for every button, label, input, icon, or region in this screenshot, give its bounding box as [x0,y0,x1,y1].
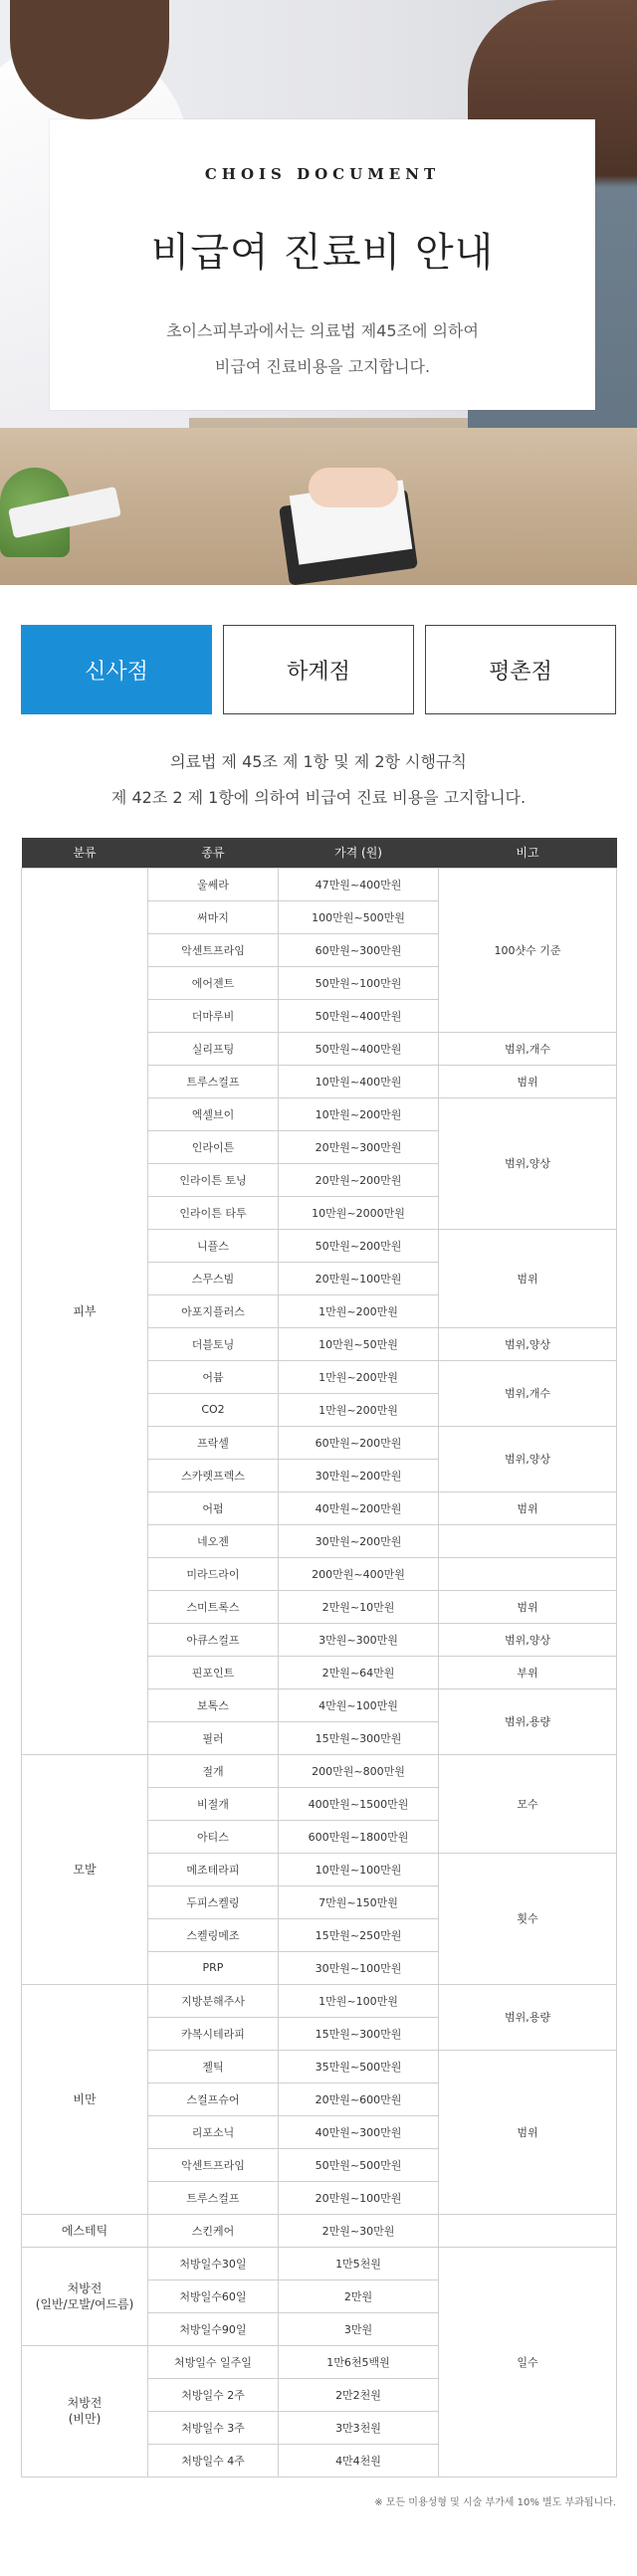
price-cell: 2만원~64만원 [279,1656,439,1688]
price-table-wrapper [21,838,616,2477]
header-category: 분류 [22,838,148,868]
price-cell: 400만원~1500만원 [279,1787,439,1820]
price-cell: 1만원~200만원 [279,1393,439,1426]
price-cell: 200만원~400만원 [279,1557,439,1590]
item-cell: 처방일수90일 [148,2312,279,2345]
hero-eyebrow: CHOIS DOCUMENT [204,165,441,183]
item-cell: PRP [148,1951,279,1984]
note-cell: 범위 [439,1229,617,1327]
page-title: 비급여 진료비 안내 [150,230,495,276]
item-cell: 트루스컬프 [148,1065,279,1097]
item-cell: 울쎄라 [148,868,279,900]
category-cell: 피부 [22,868,148,1754]
price-cell: 600만원~1800만원 [279,1820,439,1853]
hero-card [50,119,595,410]
hero-desc-line2: 비급여 진료비용을 고지합니다. [214,357,431,376]
price-cell: 20만원~600만원 [279,2082,439,2115]
item-cell: 리포소닉 [148,2115,279,2148]
note-cell: 범위,개수 [439,1360,617,1426]
item-cell: 비절개 [148,1787,279,1820]
price-cell: 40만원~300만원 [279,2115,439,2148]
item-cell: 카복시테라피 [148,2017,279,2050]
category-cell: 처방전 (비만) [22,2345,148,2477]
legal-notice [0,744,637,816]
item-cell: 스미트록스 [148,1590,279,1623]
item-cell: 스무스빔 [148,1262,279,1294]
item-cell: 핀포인트 [148,1656,279,1688]
table-row [22,1754,617,1787]
item-cell: 어펌 [148,1491,279,1524]
price-cell: 40만원~200만원 [279,1491,439,1524]
item-cell: 써마지 [148,900,279,933]
price-cell: 60만원~300만원 [279,933,439,966]
table-header-row [22,838,617,868]
price-cell: 20만원~300만원 [279,1130,439,1163]
price-cell: 1만원~200만원 [279,1360,439,1393]
price-cell: 10만원~100만원 [279,1853,439,1885]
price-cell: 15만원~300만원 [279,1721,439,1754]
item-cell: 처방일수 4주 [148,2444,279,2477]
price-cell: 3만원~300만원 [279,1623,439,1656]
note-cell: 범위 [439,1065,617,1097]
price-cell: 30만원~100만원 [279,1951,439,1984]
price-cell: 50만원~200만원 [279,1229,439,1262]
item-cell: 어븀 [148,1360,279,1393]
price-cell: 50만원~400만원 [279,999,439,1032]
hero-banner [0,0,637,585]
item-cell: 처방일수 일주일 [148,2345,279,2378]
price-cell: 1만5천원 [279,2247,439,2279]
note-cell [439,1524,617,1557]
table-row [22,868,617,900]
item-cell: 인라이튼 토닝 [148,1163,279,1196]
price-cell: 10만원~200만원 [279,1097,439,1130]
price-table-body [22,868,617,2477]
note-cell: 일수 [439,2247,617,2477]
price-cell: 60만원~200만원 [279,1426,439,1459]
note-cell: 범위 [439,1590,617,1623]
header-price: 가격 (원) [279,838,439,868]
tab-hagye[interactable]: 하계점 [223,625,414,714]
price-cell: 1만6천5백원 [279,2345,439,2378]
price-cell: 7만원~150만원 [279,1885,439,1918]
note-cell: 범위 [439,1491,617,1524]
hero-desc-line1: 초이스피부과에서는 의료법 제45조에 의하여 [166,321,479,340]
item-cell: 트루스컬프 [148,2181,279,2214]
item-cell: CO2 [148,1393,279,1426]
hero-hand [309,468,398,507]
item-cell: 처방일수 3주 [148,2411,279,2444]
item-cell: 두피스켈링 [148,1885,279,1918]
item-cell: 더마루비 [148,999,279,1032]
note-cell: 부위 [439,1656,617,1688]
price-cell: 10만원~400만원 [279,1065,439,1097]
legal-notice-line2: 제 42조 2 제 1항에 의하여 비급여 진료 비용을 고지합니다. [110,788,527,807]
price-cell: 30만원~200만원 [279,1459,439,1491]
header-item: 종류 [148,838,279,868]
category-cell: 모발 [22,1754,148,1984]
price-cell: 15만원~300만원 [279,2017,439,2050]
note-cell: 범위 [439,2050,617,2214]
price-cell: 20만원~200만원 [279,1163,439,1196]
note-cell [439,2214,617,2247]
price-cell: 3만3천원 [279,2411,439,2444]
price-cell: 47만원~400만원 [279,868,439,900]
item-cell: 지방분해주사 [148,1984,279,2017]
item-cell: 처방일수 2주 [148,2378,279,2411]
item-cell: 처방일수30일 [148,2247,279,2279]
price-table [21,838,617,2477]
price-cell: 2만원 [279,2279,439,2312]
price-cell: 4만원~100만원 [279,1688,439,1721]
item-cell: 악센트프라임 [148,933,279,966]
legal-notice-line1: 의료법 제 45조 제 1항 및 제 2항 시행규칙 [170,752,467,771]
item-cell: 니플스 [148,1229,279,1262]
item-cell: 실리프팅 [148,1032,279,1065]
tab-sinsa[interactable]: 신사점 [21,625,212,714]
note-cell: 범위,양상 [439,1426,617,1491]
item-cell: 스킨케어 [148,2214,279,2247]
price-cell: 2만원~30만원 [279,2214,439,2247]
note-cell: 범위,양상 [439,1623,617,1656]
item-cell: 미라드라이 [148,1557,279,1590]
item-cell: 보톡스 [148,1688,279,1721]
price-cell: 50만원~100만원 [279,966,439,999]
note-cell: 범위,양상 [439,1327,617,1360]
item-cell: 스카렛프렉스 [148,1459,279,1491]
price-cell: 50만원~500만원 [279,2148,439,2181]
note-cell: 횟수 [439,1853,617,1984]
tab-pyeongchon[interactable]: 평촌점 [425,625,616,714]
category-cell: 처방전 (일반/모발/여드름) [22,2247,148,2345]
item-cell: 인라이튼 타투 [148,1196,279,1229]
price-cell: 20만원~100만원 [279,1262,439,1294]
price-cell: 4만4천원 [279,2444,439,2477]
note-cell: 100샷수 기준 [439,868,617,1032]
note-cell [439,1557,617,1590]
item-cell: 처방일수60일 [148,2279,279,2312]
price-cell: 2만원~10만원 [279,1590,439,1623]
item-cell: 스컬프슈어 [148,2082,279,2115]
price-cell: 35만원~500만원 [279,2050,439,2082]
item-cell: 에어젠트 [148,966,279,999]
item-cell: 네오젠 [148,1524,279,1557]
price-cell: 50만원~400만원 [279,1032,439,1065]
item-cell: 아큐스컬프 [148,1623,279,1656]
item-cell: 인라이튼 [148,1130,279,1163]
branch-tabs [21,625,616,714]
item-cell: 프락셀 [148,1426,279,1459]
item-cell: 메조테라피 [148,1853,279,1885]
hero-description [50,313,595,385]
price-cell: 100만원~500만원 [279,900,439,933]
note-cell: 범위,개수 [439,1032,617,1065]
note-cell: 범위,용량 [439,1984,617,2050]
item-cell: 더블토닝 [148,1327,279,1360]
item-cell: 아포지플러스 [148,1294,279,1327]
price-cell: 10만원~50만원 [279,1327,439,1360]
price-cell: 1만원~100만원 [279,1984,439,2017]
item-cell: 절개 [148,1754,279,1787]
price-cell: 200만원~800만원 [279,1754,439,1787]
item-cell: 아티스 [148,1820,279,1853]
item-cell: 엑셀브이 [148,1097,279,1130]
price-cell: 30만원~200만원 [279,1524,439,1557]
price-cell: 20만원~100만원 [279,2181,439,2214]
vat-footnote: ※ 모든 미용성형 및 시술 부가세 10% 별도 부과됩니다. [374,2496,616,2508]
note-cell: 범위,용량 [439,1688,617,1754]
item-cell: 악센트프라임 [148,2148,279,2181]
table-row [22,2247,617,2279]
header-note: 비고 [439,838,617,868]
price-cell: 3만원 [279,2312,439,2345]
table-row [22,1984,617,2017]
note-cell: 모수 [439,1754,617,1853]
table-row [22,2214,617,2247]
item-cell: 필러 [148,1721,279,1754]
category-cell: 에스테틱 [22,2214,148,2247]
price-cell: 10만원~2000만원 [279,1196,439,1229]
item-cell: 젤틱 [148,2050,279,2082]
price-cell: 1만원~200만원 [279,1294,439,1327]
category-cell: 비만 [22,1984,148,2214]
price-cell: 2만2천원 [279,2378,439,2411]
item-cell: 스켈링메조 [148,1918,279,1951]
price-cell: 15만원~250만원 [279,1918,439,1951]
note-cell: 범위,양상 [439,1097,617,1229]
